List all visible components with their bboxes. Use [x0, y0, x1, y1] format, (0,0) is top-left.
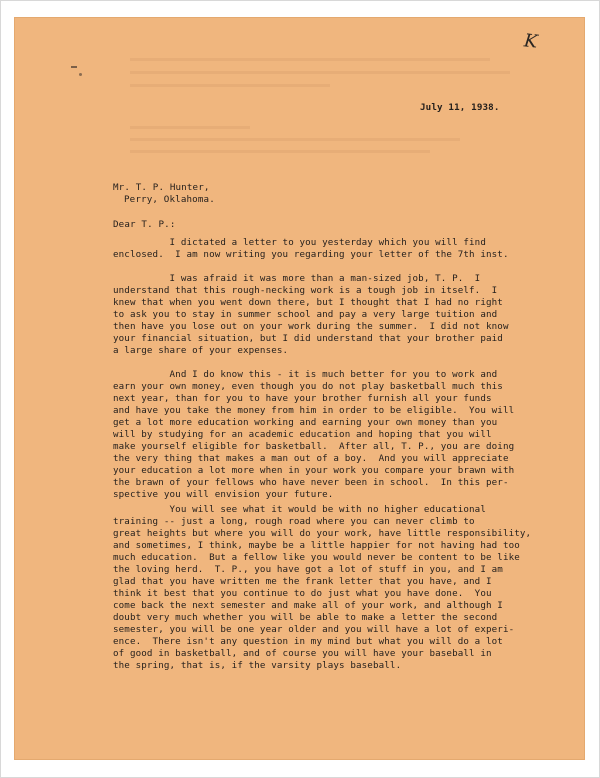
paragraph-4 [113, 504, 553, 672]
recipient-location: Perry, Oklahoma. [124, 194, 215, 205]
text-line: get a lot more education working and earning your own money than you [113, 417, 498, 428]
text-line: next year, than for you to have your brother furnish all your funds [113, 393, 492, 404]
text-line: doubt very much whether you will be able to make a letter the second [113, 612, 498, 623]
text-line: make yourself eligible for basketball. After all, T. P., you are doing [113, 441, 515, 452]
bleed-through-line [130, 150, 430, 153]
text-line: your financial situation, but I did understand that your brother paid [113, 333, 503, 344]
recipient-name: Mr. T. P. Hunter, [113, 182, 210, 193]
text-line: the very thing that makes a man out of a boy. And you will appreciate [113, 453, 509, 464]
handwritten-page-mark: K [522, 30, 539, 53]
text-line: great heights but where you will do your work, have little responsibility, [113, 528, 532, 539]
paragraph-3 [113, 369, 553, 501]
bleed-through-line [130, 138, 460, 141]
pencil-mark [71, 66, 77, 68]
text-line: You will see what it would be with no higher educational [113, 504, 486, 515]
text-line: And I do know this - it is much better for you to work and [113, 369, 498, 380]
text-line: enclosed. I am now writing you regarding your letter of the 7th inst. [113, 249, 509, 260]
text-line: training -- just a long, rough road where you can never climb to [113, 516, 475, 527]
letter-date: July 11, 1938. [420, 102, 500, 113]
bleed-through-line [130, 58, 490, 61]
bleed-through-line [130, 71, 510, 74]
text-line: ence. There isn't any question in my mind but what you will do a lot [113, 636, 503, 647]
text-line: your education a lot more when in your work you compare your brawn with [113, 465, 515, 476]
text-line: understand that this rough-necking work is a tough job in itself. I [113, 285, 498, 296]
text-line: the loving herd. T. P., you have got a lot of stuff in you, and I am [113, 564, 503, 575]
paragraph-2 [113, 273, 553, 357]
text-line: think it best that you continue to do just what you have done. You [113, 588, 492, 599]
paragraph-1 [113, 237, 553, 261]
text-line: the spring, that is, if the varsity plays baseball. [113, 660, 402, 671]
text-line: will by studying for an academic education and hoping that you will [113, 429, 492, 440]
text-line: semester, you will be one year older and you will have a lot of experi- [113, 624, 515, 635]
salutation: Dear T. P.: [113, 219, 176, 230]
text-line: and have you take the money from him in order to be eligible. You will [113, 405, 515, 416]
text-line: then have you lose out on your work during the summer. I did not know [113, 321, 509, 332]
text-line: glad that you have written me the frank letter that you have, and I [113, 576, 492, 587]
text-line: the brawn of your fellows who have never been in school. In this per- [113, 477, 509, 488]
text-line: I was afraid it was more than a man-sized job, T. P. I [113, 273, 481, 284]
text-line: to ask you to stay in summer school and pay a very large tuition and [113, 309, 498, 320]
text-line: of good in basketball, and of course you will have your baseball in [113, 648, 492, 659]
bleed-through-line [130, 126, 250, 129]
text-line: earn your own money, even though you do not play basketball much this [113, 381, 503, 392]
bleed-through-line [130, 84, 330, 87]
text-line: I dictated a letter to you yesterday which you will find [113, 237, 486, 248]
text-line: a large share of your expenses. [113, 345, 289, 356]
text-line: come back the next semester and make all of your work, and although I [113, 600, 503, 611]
text-line: much education. But a fellow like you would never be content to be like [113, 552, 520, 563]
pencil-dot [79, 73, 82, 76]
text-line: and sometimes, I think, maybe be a little happier for not having had too [113, 540, 520, 551]
text-line: spective you will envision your future. [113, 489, 334, 500]
text-line: knew that when you went down there, but I thought that I had no right [113, 297, 503, 308]
